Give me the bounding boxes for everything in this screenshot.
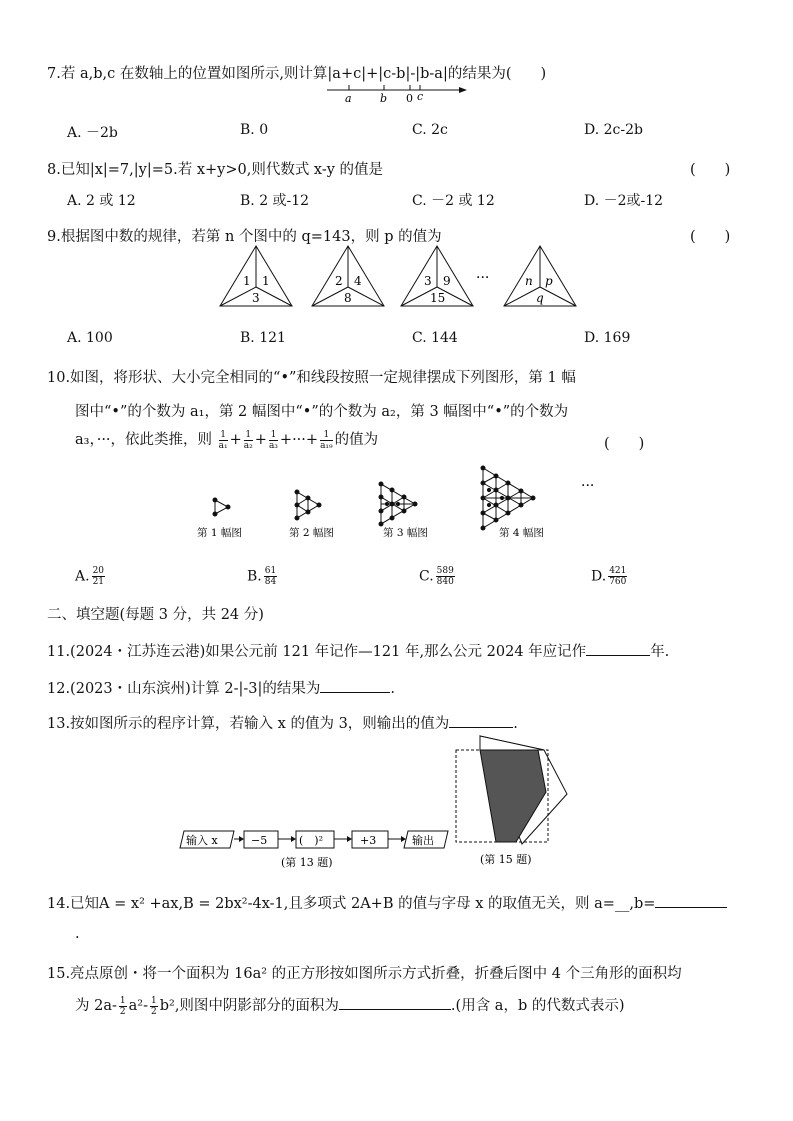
q14-line1: 14.已知A = x² +ax,B = 2bx²-4x-1,且多项式 2A+B 的值与字母 x 的取值无关，则 a=__,b= — [47, 892, 727, 913]
dot-figure-2 — [295, 490, 321, 520]
label-zero: 0 — [406, 92, 413, 104]
q10-dot-figures — [185, 456, 605, 542]
q9-triangle-figures — [218, 244, 583, 310]
svg-text:n: n — [525, 274, 533, 288]
q8-option-c[interactable]: C. －2 或 12 — [412, 193, 495, 209]
q13-flowchart — [178, 826, 453, 872]
q7-option-c[interactable]: C. 2c — [412, 122, 448, 138]
q7-option-b[interactable]: B. 0 — [240, 122, 269, 138]
dot-figure-4 — [481, 466, 535, 530]
svg-text:q: q — [536, 291, 544, 305]
triangle-figure-3 — [401, 246, 473, 306]
q13-caption: (第 13 题) — [281, 856, 333, 869]
q9-option-d[interactable]: D. 169 — [584, 330, 631, 346]
q9-option-a[interactable]: A. 100 — [67, 330, 113, 346]
q15-answer-blank[interactable] — [339, 995, 451, 1010]
q12: 12.(2023・山东滨州)计算 2-|-3|的结果为 . — [47, 677, 395, 698]
section-heading: 二、填空题(每题 3 分，共 24 分) — [47, 607, 264, 623]
q10-stem-line2: 图中“•”的个数为 a₁，第 2 幅图中“•”的个数为 a₂，第 3 幅图中“•”的个数为 — [75, 404, 569, 420]
q9-option-c[interactable]: C. 144 — [412, 330, 458, 346]
q8-option-a[interactable]: A. 2 或 12 — [67, 193, 136, 209]
q15-caption: (第 15 题) — [480, 853, 532, 866]
q10-option-a[interactable]: A. $\frac{20}{21}$ — [75, 566, 105, 587]
q14-line2: . — [75, 926, 80, 942]
q7-option-d[interactable]: D. 2c-2b — [584, 122, 643, 138]
q8-stem: 8.已知|x|=7,|y|=5.若 x+y>0,则代数式 x-y 的值是 — [47, 162, 384, 178]
svg-text:9: 9 — [443, 274, 451, 288]
svg-text:2: 2 — [335, 274, 343, 288]
q7-number-line — [325, 82, 470, 104]
q12-answer-blank[interactable] — [320, 678, 390, 693]
svg-text:1: 1 — [262, 274, 270, 288]
svg-text:8: 8 — [344, 291, 352, 305]
q9-option-b[interactable]: B. 121 — [240, 330, 286, 346]
caption-fig4: 第 4 幅图 — [499, 527, 544, 539]
label-a: a — [345, 92, 352, 104]
q8-answer-paren: ( ) — [690, 162, 731, 178]
q15-line1: 15.亮点原创・将一个面积为 16a² 的正方形按如图所示方式折叠，折叠后图中 4 个三角形的面积均 — [47, 966, 682, 982]
triangle-figure-n — [504, 246, 576, 306]
q7-stem: 7.若 a,b,c 在数轴上的位置如图所示,则计算|a+c|+|c-b|-|b-a|的结果为( ) — [47, 66, 547, 82]
q10-option-d[interactable]: D. $\frac{421}{760}$ — [591, 566, 627, 587]
dot-figure-1 — [213, 498, 230, 516]
caption-fig2: 第 2 幅图 — [289, 527, 334, 539]
q9-stem: 9.根据图中数的规律，若第 n 个图中的 q=143，则 p 的值为 — [47, 229, 442, 245]
q11-answer-blank[interactable] — [586, 641, 650, 656]
svg-text:1: 1 — [243, 274, 251, 288]
flow-square: ( )² — [299, 834, 323, 847]
flow-output: 输出 — [412, 834, 434, 847]
svg-text:3: 3 — [424, 274, 432, 288]
q10-stem-line1: 10.如图，将形状、大小完全相同的“•”和线段按照一定规律摆成下列图形，第 1 幅 — [47, 370, 576, 386]
q9-answer-paren: ( ) — [690, 229, 731, 245]
q10-ellipsis: ··· — [581, 478, 595, 494]
q13: 13.按如图所示的程序计算，若输入 x 的值为 3，则输出的值为 . — [47, 712, 518, 733]
q10-option-c[interactable]: C. $\frac{589}{840}$ — [419, 566, 454, 587]
label-b: b — [380, 92, 388, 104]
q15-folded-square-figure — [452, 732, 572, 872]
triangle-figure-1 — [220, 246, 292, 306]
q9-ellipsis: ··· — [476, 270, 490, 286]
flow-minus5: −5 — [251, 834, 268, 847]
q8-option-b[interactable]: B. 2 或-12 — [240, 193, 310, 209]
q14-answer-blank-b[interactable] — [655, 893, 727, 908]
flow-input: 输入 x — [186, 834, 218, 847]
dot-figure-3 — [379, 482, 417, 526]
svg-text:p: p — [545, 274, 553, 288]
svg-text:4: 4 — [354, 274, 362, 288]
flow-plus3: +3 — [360, 834, 377, 847]
triangle-figure-2 — [312, 246, 384, 306]
q10-option-b[interactable]: B. $\frac{61}{84}$ — [247, 566, 277, 587]
label-c: c — [417, 90, 424, 103]
svg-text:15: 15 — [430, 291, 446, 305]
svg-text:3: 3 — [252, 291, 260, 305]
q10-stem-line3: a₃，···，依此类推，则 $\frac{1}{\text{a₁}}$ + $\frac{1}{\text{a₂}}$ + $\frac{1}{\text{a₃}}$ +···+ $\frac{1}{\text{a₁₉}}$ 的值为 — [75, 429, 379, 451]
caption-fig1: 第 1 幅图 — [197, 527, 242, 539]
q11: 11.(2024・江苏连云港)如果公元前 121 年记作—121 年,那么公元 2024 年应记作 年. — [47, 640, 669, 661]
caption-fig3: 第 3 幅图 — [383, 527, 428, 539]
q15-line2: 为 2a- $\frac{1}{2}$ a²- $\frac{1}{2}$ b²,则图中阴影部分的面积为 .(用含 a，b 的代数式表示) — [75, 995, 625, 1017]
q13-answer-blank[interactable] — [449, 713, 513, 728]
q8-option-d[interactable]: D. －2或-12 — [584, 193, 664, 209]
q10-answer-paren: ( ) — [604, 436, 645, 452]
q7-option-a[interactable]: A. －2b — [67, 125, 118, 141]
